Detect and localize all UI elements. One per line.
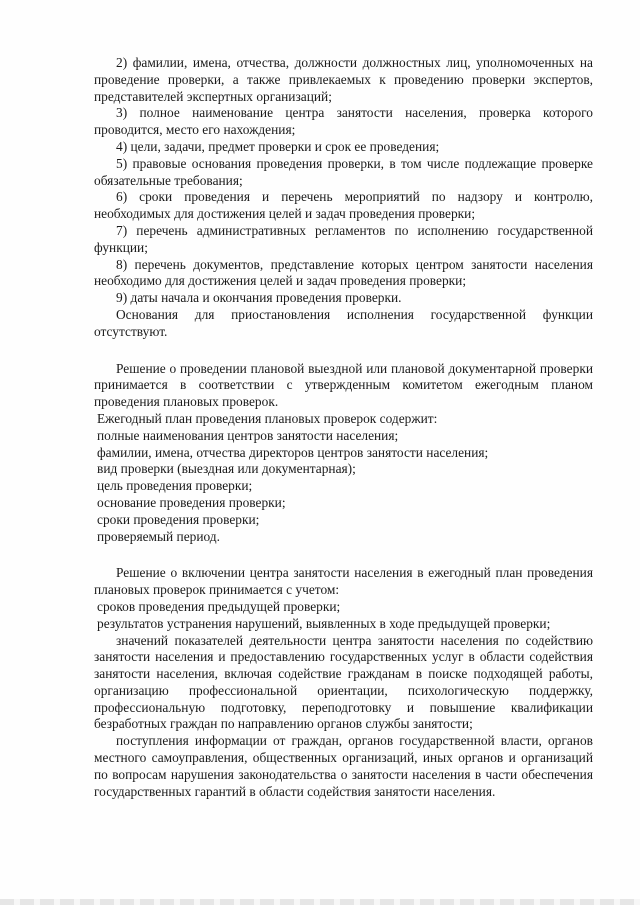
list-item-8: 8) перечень документов, представление которых центром занятости населения необходимо для достижения целей и задач проведения проверки;	[94, 256, 593, 289]
list-item-4: 4) цели, задачи, предмет проверки и срок ее проведения;	[116, 138, 440, 154]
document-body	[94, 55, 593, 800]
plan-decision-paragraph: Решение о проведении плановой выездной или плановой документарной проверки принимается в соответствии с утвержденным комитетом ежегодным планом проведения плановых проверок.	[94, 360, 593, 410]
plan-item: фамилии, имена, отчества директоров центров занятости населения;	[97, 444, 489, 460]
plan-item: полные наименования центров занятости населения;	[97, 427, 399, 443]
spacer	[94, 545, 593, 565]
plan-item: вид проверки (выездная или документарная);	[97, 461, 356, 477]
suspension-paragraph: Основания для приостановления исполнения государственной функции отсутствуют.	[94, 306, 593, 339]
inclusion-item: значений показателей деятельности центра занятости населения по содействию занятости населения и предоставлению государственных услуг в области содействия занятости населения, включая содействие гражданам в поиске подходящей работы, организацию профессиональной ориентации, психологическую поддержку, профессиональную подготовку, переподготовку и повышение квалификации безработных граждан по направлению органов службы занятости;	[94, 632, 593, 732]
plan-item: основание проведения проверки;	[97, 494, 286, 510]
spacer	[94, 341, 593, 361]
list-item-3: 3) полное наименование центра занятости населения, проверка которого проводится, место его нахождения;	[94, 105, 593, 138]
scan-edge-strip	[0, 899, 640, 905]
list-item-9: 9) даты начала и окончания проведения проверки.	[116, 290, 402, 306]
list-item-2: 2) фамилии, имена, отчества, должности должностных лиц, уполномоченных на проведение проверки, а также привлекаемых к проведению проверки экспертов, представителей экспертных организаций;	[94, 55, 593, 104]
plan-intro: Ежегодный план проведения плановых проверок содержит:	[97, 410, 438, 426]
plan-item: проверяемый период.	[97, 528, 220, 544]
list-item-6: 6) сроки проведения и перечень мероприятий по надзору и контролю, необходимых для достижения целей и задач проведения проверки;	[94, 189, 593, 222]
plan-item: цель проведения проверки;	[97, 478, 253, 494]
inclusion-item: поступления информации от граждан, органов государственной власти, органов местного самоуправления, общественных организаций, иных органов и организаций по вопросам нарушения законодательства о занятости населения в части обеспечения государственных гарантий в области содействия занятости населения.	[94, 733, 593, 799]
list-item-5: 5) правовые основания проведения проверки, в том числе подлежащие проверке обязательные требования;	[94, 155, 593, 188]
inclusion-item: результатов устранения нарушений, выявленных в ходе предыдущей проверки;	[97, 615, 551, 631]
list-item-7: 7) перечень административных регламентов по исполнению государственной функции;	[94, 222, 593, 255]
plan-item: сроки проведения проверки;	[97, 511, 260, 527]
inclusion-item: сроков проведения предыдущей проверки;	[97, 598, 341, 614]
inclusion-intro-paragraph: Решение о включении центра занятости населения в ежегодный план проведения плановых проверок принимается с учетом:	[94, 565, 593, 598]
